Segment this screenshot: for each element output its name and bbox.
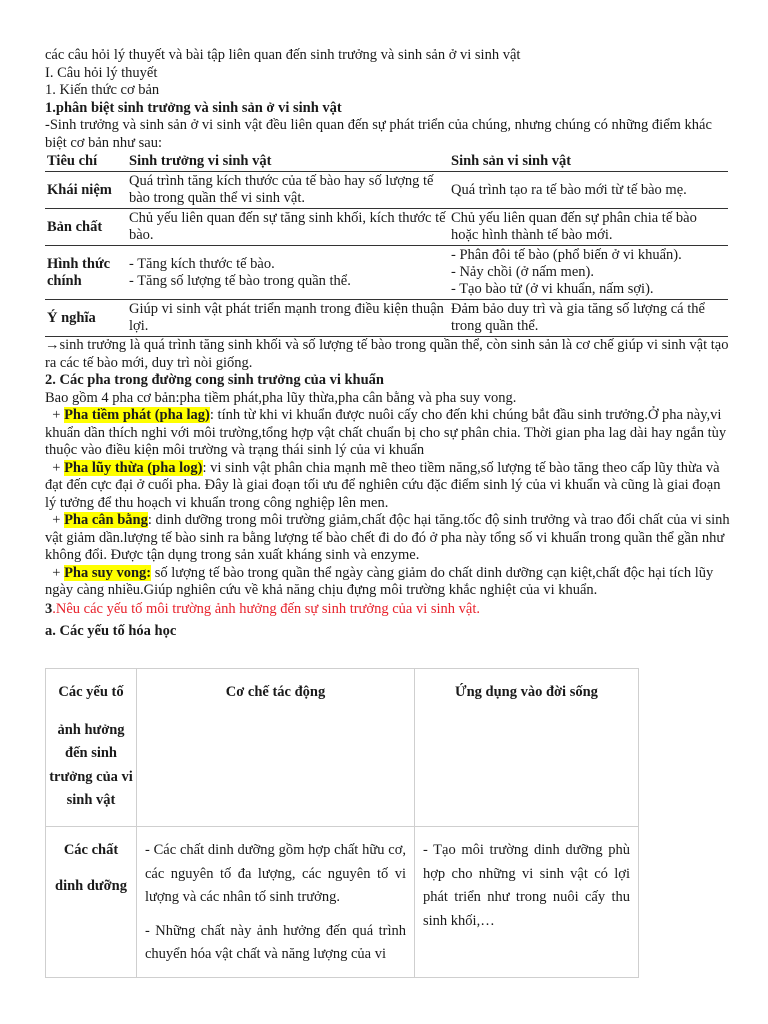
header-growth: Sinh trưởng vi sinh vật [127,152,449,172]
table-row [45,246,728,300]
factor-application: - Tạo môi trường dinh dưỡng phù hợp cho những vi sinh vật có lợi phát triển như trong nuôi cấy thu sinh khối,… [415,827,639,978]
factor-table-row [46,827,639,978]
growth-form-item: - Tăng kích thước tế bào. [129,255,275,272]
header-factor-line: trưởng của vi [49,768,133,785]
section-a-heading: a. Các yếu tố hóa học [45,623,177,639]
phase-name: Pha tiềm phát (pha lag) [64,407,210,423]
row-reproduction: Chủ yếu liên quan đến sự phân chia tế bào hoặc hình thành tế bào mới. [449,209,728,246]
header-application: Ứng dụng vào đời sống [415,669,639,827]
phase-name: Pha cân bằng [64,512,148,528]
phase-bullet: + [45,459,65,476]
phase-log [45,460,735,513]
intro-paragraph: -Sinh trưởng và sinh sản ở vi sinh vật đều liên quan đến sự phát triển của chúng, nhưng chúng có những điểm khác biệt cơ bản như sau: [45,117,712,151]
row-criterion: Bản chất [45,209,127,246]
row-growth: Giúp vi sinh vật phát triển mạnh trong điều kiện thuận lợi. [127,300,449,337]
question-1-heading: 1.phân biệt sinh trưởng và sinh sản ở vi sinh vật [45,99,342,116]
table-row [45,300,728,337]
factor-mechanism [137,827,415,978]
question-2-heading: 2. Các pha trong đường cong sinh trưởng của vi khuẩn [45,372,384,388]
header-factor-line: ảnh hưởng [57,721,125,738]
phase-decline [45,565,735,600]
reproduction-form-item: - Tạo bào tử (ở vi khuẩn, nấm sợi). [451,281,654,297]
header-criterion: Tiêu chí [45,152,127,172]
phase-text: : dinh dưỡng trong môi trường giảm,chất độc hại tăng.tốc độ sinh trưởng và trao đổi chất của vi sinh vật giảm dần.lượng tế bào sinh ra bằng lượng tế bào chết đi do đó ở pha này tổng số vi khuẩn trong quần thể gần như không đổi. Được tận dụng trong sản xuất kháng sinh và enzyme. [45,512,730,563]
factor-name-line: dinh dưỡng [55,877,127,894]
reproduction-form-item: - Phân đôi tế bào (phổ biến ở vi khuẩn). [451,247,682,263]
table-header-row [45,152,728,172]
subsection-heading: 1. Kiến thức cơ bản [45,82,160,98]
mechanism-paragraph: - Các chất dinh dưỡng gồm hợp chất hữu cơ, các nguyên tố đa lượng, các nguyên tố vi lượng và các nhân tố sinh trưởng. [145,842,406,905]
conclusion-paragraph: →sinh trưởng là quá trình tăng sinh khối và số lượng tế bào trong quần thể, còn sinh sản là cơ chế giúp vi sinh vật tạo ra các tế bào mới, duy trì nòi giống. [45,337,729,371]
part-heading: I. Câu hỏi lý thuyết [45,64,158,81]
header-factor-line: sinh vật [66,792,116,808]
factor-table [45,668,639,978]
row-growth [127,246,449,300]
phase-lag [45,407,735,460]
row-growth: Quá trình tăng kích thước của tế bào hay số lượng tế bào trong quần thể vi sinh vật. [127,172,449,209]
phase-text: số lượng tế bào trong quần thể ngày càng giảm do chất dinh dưỡng cạn kiệt,chất độc hại tích lũy ngày càng nhiều.Giúp nghiên cứu về khả năng chịu đựng môi trường khắc nghiệt của vi khuẩn. [45,564,714,598]
document-title: các câu hỏi lý thuyết và bài tập liên quan đến sinh trưởng và sinh sản ở vi sinh vật [45,47,521,63]
phase-bullet: + [45,512,65,528]
comparison-table [45,152,728,337]
header-reproduction: Sinh sản vi sinh vật [449,152,728,172]
header-factor-line: Các yếu tố [58,684,124,700]
row-criterion: Ý nghĩa [45,300,127,337]
row-reproduction: Quá trình tạo ra tế bào mới từ tế bào mẹ. [449,172,728,209]
row-criterion: Hình thức chính [45,246,127,300]
factor-table-header-row [46,669,639,827]
header-mechanism: Cơ chế tác động [137,669,415,827]
factor-spacer [54,863,128,875]
question-3-text: .Nêu các yếu tố môi trường ảnh hưởng đến sự sinh trưởng của vi sinh vật. [52,600,480,617]
header-factor [46,669,137,827]
phase-bullet: + [45,407,65,423]
question-number: 3 [45,600,53,617]
table-row [45,172,728,209]
factor-name [46,827,137,978]
phase-text: : vi sinh vật phân chia mạnh mẽ theo tiềm năng,số lượng tế bào tăng theo cấp lũy thừa và đạt đến cực đại ở cuối pha. Đây là giai đoạn tối ưu để nghiên cứu đặc điểm sinh lý của vi khuẩn và cũng là giai đoạn lý tưởng để thu hoạch vi khuẩn trong công nghiệp lên men. [45,459,721,511]
phase-text: : tính từ khi vi khuẩn được nuôi cấy cho đến khi chúng bắt đầu sinh trưởng.Ở pha này,vi khuẩn dần thích nghi với môi trường,tổng hợp vật chất chuẩn bị cho sự phân chia. Thời gian pha lag dài hay ngắn tùy thuộc vào điều kiện môi trường và trạng thái sinh lý của vi khuẩn [45,407,727,458]
phase-name: Pha lũy thừa (pha log) [64,459,203,476]
question-3-heading [45,601,735,619]
phases-intro: Bao gồm 4 pha cơ bản:pha tiềm phát,pha lũy thừa,pha cân bằng và pha suy vong. [45,389,517,406]
phase-bullet: + [45,564,65,581]
header-factor-line: đến sinh [65,745,117,761]
table-row [45,209,728,246]
phase-stationary [45,512,735,565]
row-reproduction [449,246,728,300]
row-growth: Chủ yếu liên quan đến sự tăng sinh khối, kích thước tế bào. [127,209,449,246]
reproduction-form-item: - Nảy chồi (ở nấm men). [451,264,594,280]
row-criterion: Khái niệm [45,172,127,209]
row-reproduction: Đảm bảo duy trì và gia tăng số lượng cá thể trong quần thể. [449,300,728,337]
growth-form-item: - Tăng số lượng tế bào trong quần thể. [129,272,351,289]
header-spacer [47,705,135,719]
mechanism-paragraph: - Những chất này ảnh hưởng đến quá trình chuyển hóa vật chất và năng lượng của vi [145,922,406,962]
phase-name: Pha suy vong: [64,564,152,581]
document-page [45,47,735,641]
factor-name-line: Các chất [63,842,119,858]
